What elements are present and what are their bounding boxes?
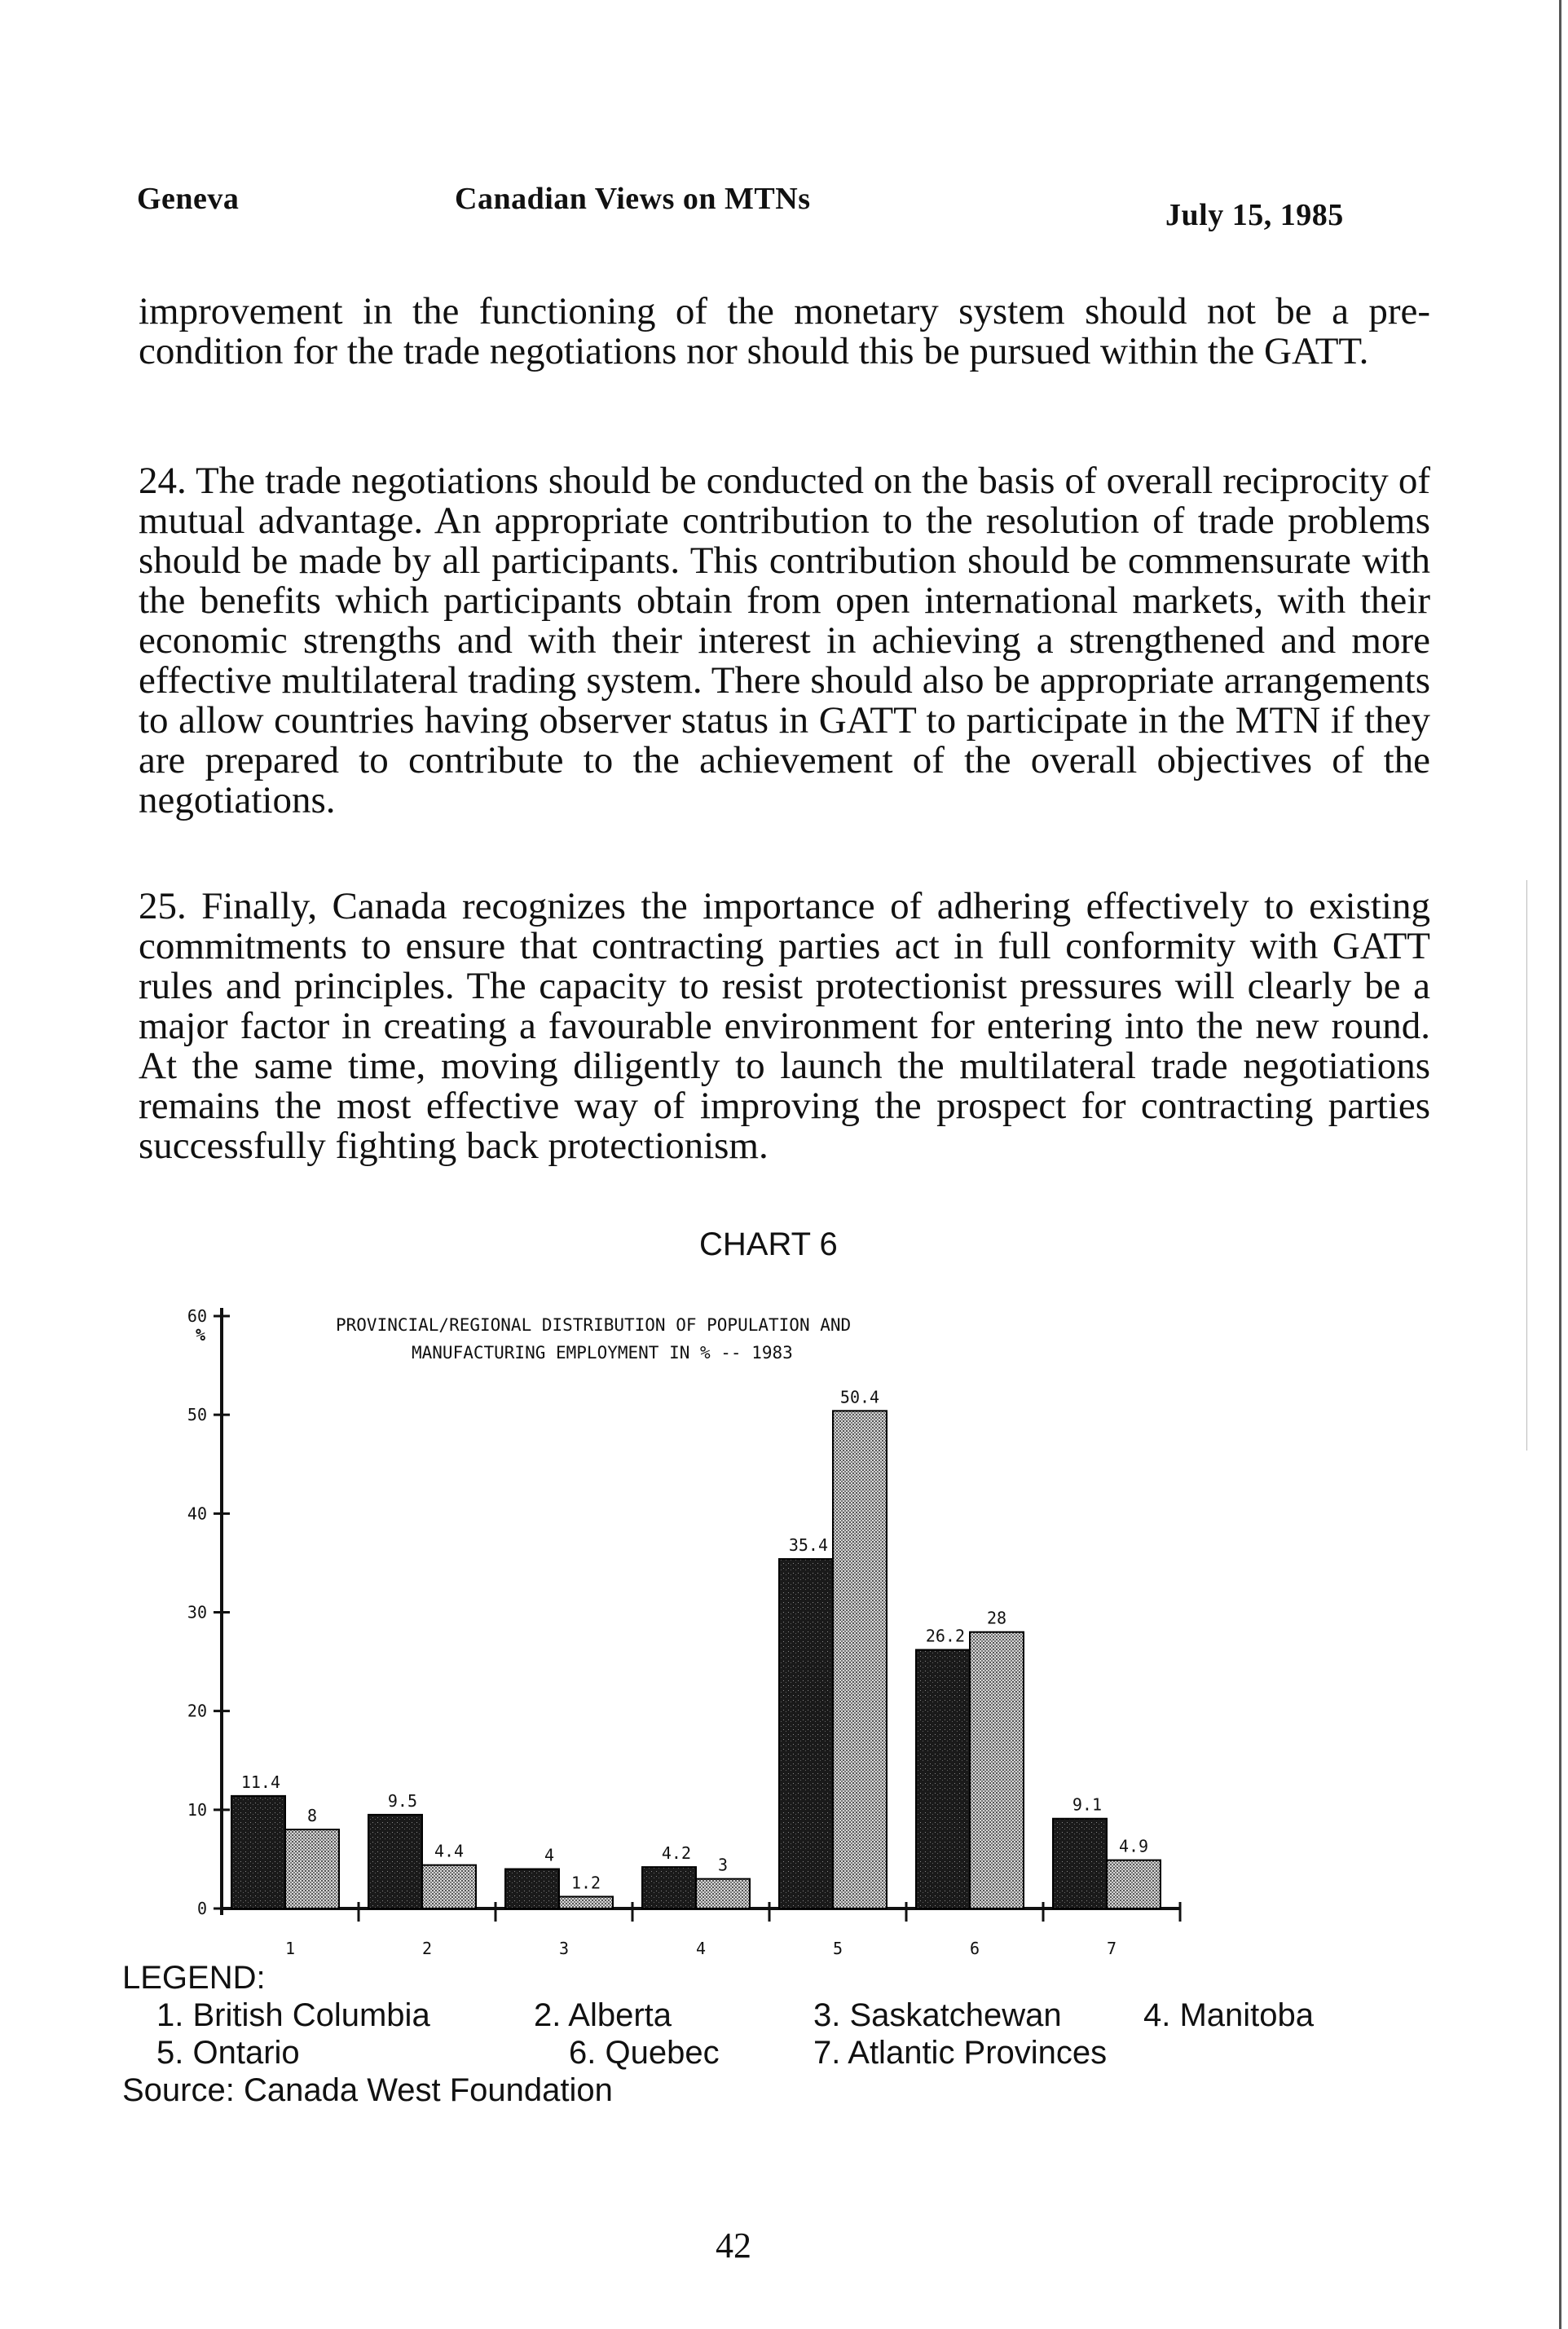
x-tick-label: 5 [832, 1939, 843, 1958]
bar-manufacturing [559, 1896, 613, 1909]
bar-population [1053, 1819, 1107, 1909]
x-tick-label: 6 [969, 1939, 980, 1958]
x-tick-label: 3 [558, 1939, 570, 1958]
data-label-population: 9.5 [387, 1790, 417, 1811]
legend-item-7: 7. Atlantic Provinces [813, 2035, 1108, 2071]
chart-title-line-2: MANUFACTURING EMPLOYMENT IN % -- 1983 [412, 1343, 793, 1363]
data-label-manufacturing: 50.4 [839, 1387, 880, 1407]
data-label-manufacturing: 4.4 [434, 1841, 465, 1861]
header-left: Geneva [137, 182, 240, 216]
bar-manufacturing [285, 1829, 339, 1909]
y-tick-label: 30 [187, 1602, 207, 1622]
data-label-manufacturing: 28 [986, 1608, 1007, 1628]
data-label-population: 35.4 [788, 1535, 828, 1556]
legend-item-3: 3. Saskatchewan [813, 1997, 1062, 2033]
bar-manufacturing [833, 1411, 887, 1909]
data-label-manufacturing: 8 [306, 1806, 318, 1826]
x-tick-label: 1 [284, 1939, 296, 1958]
legend-item-1: 1. British Columbia [156, 1997, 430, 2033]
bar-manufacturing [422, 1865, 476, 1909]
y-tick-label: 40 [187, 1504, 207, 1524]
legend-item-6: 6. Quebec [569, 2035, 720, 2071]
y-unit-label: % [195, 1325, 205, 1345]
page-edge-faint-line [1526, 880, 1527, 1451]
data-label-population: 4 [544, 1845, 554, 1865]
data-label-population: 9.1 [1072, 1794, 1102, 1815]
bar-population [231, 1796, 285, 1909]
data-label-manufacturing: 4.9 [1118, 1836, 1149, 1856]
data-label-manufacturing: 1.2 [570, 1873, 601, 1893]
paragraph-24: 24. The trade negotiations should be conducted on the basis of overall reciprocity of mutual advantage. An appropriate contribution to the resolution of trade problems should be made by all participants. This contribution should be commensurate with the benefits which participants obtain from open international markets, with their economic strengths and with their interest in achieving a strengthened and more effective multilateral trading system. There should also be appropriate arrangements to allow countries having observer status in GATT to participate in the MTN if they are prepared to contribute to the achievement of the overall objectives of the negotiations. [139, 460, 1430, 821]
data-label-population: 4.2 [661, 1843, 691, 1864]
y-tick-label: 20 [187, 1701, 207, 1721]
legend-heading: LEGEND: [122, 1960, 266, 1996]
bar-population [779, 1559, 833, 1909]
y-tick-label: 10 [187, 1799, 207, 1820]
paragraph-continued: improvement in the functioning of the monetary system should not be a pre-condition for the trade negotiations nor should this be pursued within the GATT. [139, 290, 1430, 372]
bar-chart [122, 1283, 1198, 1960]
chart-title-line-1: PROVINCIAL/REGIONAL DISTRIBUTION OF POPULATION AND [336, 1315, 852, 1335]
paragraph-25: 25. Finally, Canada recognizes the importance of adhering effectively to existing commitments to ensure that contracting parties act in full conformity with GATT rules and principles. The capacity to resist protectionist pressures will clearly be a major factor in creating a favourable environment for entering into the new round. At the same time, moving diligently to launch the multilateral trade negotiations remains the most effective way of improving the prospect for contracting parties successfully fighting back protectionism. [139, 885, 1430, 1167]
data-label-population: 26.2 [925, 1626, 965, 1646]
page-number: 42 [716, 2226, 751, 2265]
bar-population [505, 1869, 559, 1909]
chart-source: Source: Canada West Foundation [122, 2072, 613, 2108]
x-tick-label: 2 [421, 1939, 433, 1958]
x-tick-label: 4 [695, 1939, 707, 1958]
bar-population [368, 1815, 422, 1909]
header-title: Canadian Views on MTNs [455, 182, 811, 216]
x-tick-label: 7 [1106, 1939, 1117, 1958]
bar-manufacturing [696, 1879, 750, 1909]
data-label-manufacturing: 3 [717, 1855, 729, 1875]
bar-population [916, 1650, 970, 1909]
chart-caption: CHART 6 [699, 1226, 838, 1262]
y-tick-label: 0 [196, 1899, 207, 1918]
legend-item-4: 4. Manitoba [1143, 1997, 1315, 2033]
bar-manufacturing [970, 1632, 1024, 1909]
page-edge-line [1559, 0, 1561, 2329]
legend-item-2: 2. Alberta [534, 1997, 672, 2033]
y-tick-label: 60 [187, 1306, 207, 1326]
bar-manufacturing [1107, 1860, 1161, 1909]
bar-population [642, 1867, 696, 1909]
data-label-population: 11.4 [240, 1772, 280, 1792]
y-tick-label: 50 [187, 1405, 207, 1425]
header-date: July 15, 1985 [1165, 198, 1344, 232]
legend-item-5: 5. Ontario [156, 2035, 300, 2071]
